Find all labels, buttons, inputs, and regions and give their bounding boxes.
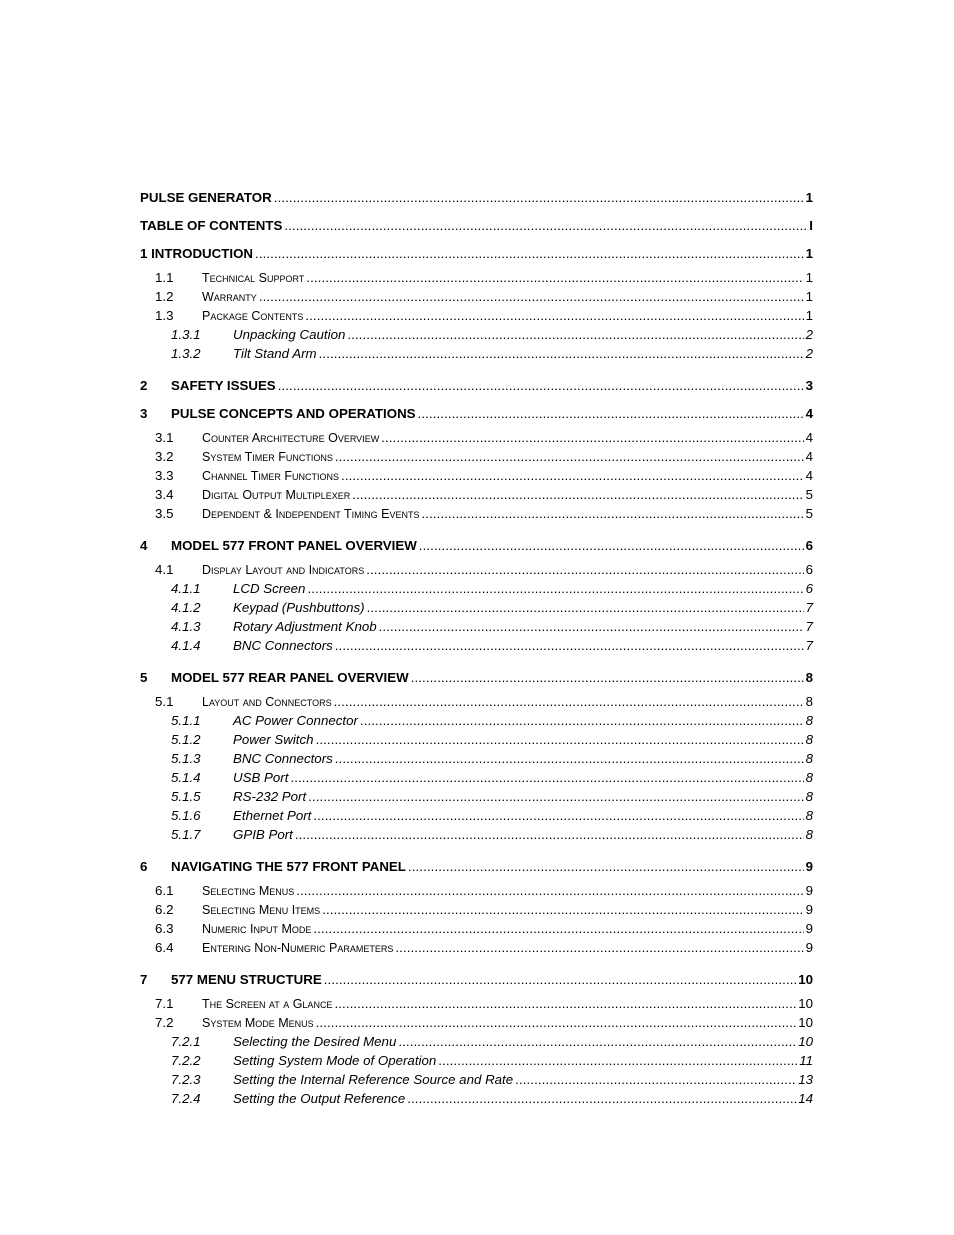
toc-entry[interactable] (140, 466, 813, 485)
toc-entry-title: MODEL 577 FRONT PANEL OVERVIEW (171, 538, 417, 553)
toc-entry-page: 8 (805, 713, 813, 728)
toc-entry-title: System Timer Functions (202, 450, 333, 464)
toc-entry-title: Package Contents (202, 309, 304, 323)
toc-entry-page: 8 (805, 827, 813, 842)
toc-entry[interactable] (140, 1051, 813, 1070)
toc-entry[interactable] (140, 372, 813, 400)
toc-entry-title: USB Port (233, 770, 289, 785)
toc-entry-page: 10 (798, 1015, 813, 1030)
toc-entry-page: I (809, 218, 813, 233)
toc-dot-leader (335, 447, 804, 466)
toc-entry-page: 9 (805, 883, 813, 898)
toc-entry-number: 5.1.1 (171, 713, 201, 728)
toc-dot-leader (381, 428, 803, 447)
toc-entry-title: SAFETY ISSUES (171, 378, 276, 393)
toc-entry-title: BNC Connectors (233, 751, 333, 766)
toc-dot-leader (305, 306, 803, 325)
toc-entry-page: 8 (805, 808, 813, 823)
toc-entry-number: 3.1 (155, 430, 174, 445)
toc-entry[interactable] (140, 768, 813, 787)
toc-entry-page: 4 (805, 449, 813, 464)
toc-entry[interactable] (140, 579, 813, 598)
toc-entry-number: 6 (140, 859, 148, 874)
toc-dot-leader (438, 1051, 797, 1070)
toc-entry-title: Setting the Output Reference (233, 1091, 406, 1106)
toc-dot-leader (341, 466, 804, 485)
toc-entry-page: 1 (805, 308, 813, 323)
toc-entry[interactable] (140, 994, 813, 1013)
toc-entry-page: 4 (805, 468, 813, 483)
toc-dot-leader (296, 881, 803, 900)
toc-entry-title: Layout and Connectors (202, 695, 332, 709)
toc-entry[interactable] (140, 938, 813, 957)
toc-entry-page: 8 (805, 732, 813, 747)
toc-dot-leader (335, 749, 804, 768)
toc-entry-page: 9 (805, 902, 813, 917)
toc-entry-page: 4 (805, 406, 813, 421)
toc-entry-page: 1 (805, 289, 813, 304)
toc-entry[interactable] (140, 1013, 813, 1032)
toc-entry-page: 1 (805, 246, 813, 261)
toc-entry-page: 10 (798, 972, 813, 987)
toc-entry-title: Selecting the Desired Menu (233, 1034, 397, 1049)
toc-dot-leader (259, 287, 804, 306)
toc-entry-number: 7.2 (155, 1015, 174, 1030)
toc-entry-number: 6.2 (155, 902, 174, 917)
toc-dot-leader (352, 485, 803, 504)
toc-dot-leader (515, 1070, 796, 1089)
toc-entry-number: 5.1.7 (171, 827, 201, 842)
toc-entry-number: 4.1 (155, 562, 174, 577)
toc-entry-number: 5.1.5 (171, 789, 201, 804)
toc-entry-number: 4.1.2 (171, 600, 201, 615)
toc-entry[interactable] (140, 184, 813, 212)
toc-entry-number: 2 (140, 378, 148, 393)
toc-entry-number: 7.2.2 (171, 1053, 201, 1068)
toc-entry[interactable] (140, 825, 813, 844)
toc-entry-title: RS-232 Port (233, 789, 307, 804)
toc-entry[interactable] (140, 504, 813, 523)
toc-dot-leader (347, 325, 803, 344)
toc-entry-page: 9 (805, 859, 813, 874)
toc-entry-number: 5 (140, 670, 148, 685)
toc-entry-number: 3.5 (155, 506, 174, 521)
toc-entry[interactable] (140, 598, 813, 617)
toc-entry[interactable] (140, 749, 813, 768)
toc-entry[interactable] (140, 617, 813, 636)
toc-entry[interactable] (140, 325, 813, 344)
toc-entry-page: 3 (805, 378, 813, 393)
toc-entry-page: 8 (805, 670, 813, 685)
toc-entry-title: Power Switch (233, 732, 314, 747)
toc-entry-title: PULSE CONCEPTS AND OPERATIONS (171, 406, 416, 421)
toc-entry[interactable] (140, 400, 813, 428)
toc-entry[interactable] (140, 900, 813, 919)
toc-dot-leader (278, 372, 804, 400)
toc-dot-leader (411, 664, 804, 692)
toc-entry-title: The Screen at a Glance (202, 997, 333, 1011)
toc-entry-number: 7.1 (155, 996, 174, 1011)
toc-entry-title: 1 INTRODUCTION (140, 246, 254, 261)
toc-dot-leader (366, 560, 803, 579)
toc-dot-leader (295, 825, 804, 844)
toc-entry-page: 2 (805, 346, 813, 361)
toc-dot-leader (319, 344, 804, 363)
toc-entry[interactable] (140, 664, 813, 692)
toc-entry-page: 4 (805, 430, 813, 445)
toc-entry[interactable] (140, 344, 813, 363)
toc-entry[interactable] (140, 268, 813, 287)
toc-entry[interactable] (140, 1089, 813, 1108)
toc-entry-title: MODEL 577 REAR PANEL OVERVIEW (171, 670, 409, 685)
toc-entry-page: 10 (798, 1034, 813, 1049)
toc-entry-title: System Mode Menus (202, 1016, 314, 1030)
toc-dot-leader (284, 212, 807, 240)
toc-entry-page: 10 (798, 996, 813, 1011)
toc-dot-leader (322, 900, 803, 919)
toc-entry-page: 14 (798, 1091, 813, 1106)
toc-dot-leader (419, 532, 804, 560)
toc-entry-page: 7 (805, 638, 813, 653)
toc-entry[interactable] (140, 692, 813, 711)
toc-entry-title: PULSE GENERATOR (140, 190, 272, 205)
toc-entry-number: 1.1 (155, 270, 174, 285)
toc-entry-number: 4 (140, 538, 148, 553)
toc-entry-number: 5.1.6 (171, 808, 201, 823)
toc-entry-page: 7 (805, 600, 813, 615)
toc-entry-title: AC Power Connector (233, 713, 358, 728)
toc-entry-title: Entering Non-Numeric Parameters (202, 941, 394, 955)
toc-dot-leader (422, 504, 804, 523)
toc-entry-title: Tilt Stand Arm (233, 346, 317, 361)
toc-entry-number: 7.2.1 (171, 1034, 201, 1049)
toc-entry-page: 8 (805, 694, 813, 709)
toc-entry[interactable] (140, 212, 813, 240)
toc-entry-title: Channel Timer Functions (202, 469, 340, 483)
toc-dot-leader (407, 1089, 796, 1108)
toc-dot-leader (255, 240, 804, 268)
toc-entry-page: 2 (805, 327, 813, 342)
toc-entry-number: 7 (140, 972, 148, 987)
toc-dot-leader (308, 787, 803, 806)
toc-dot-leader (418, 400, 804, 428)
toc-entry-title: Display Layout and Indicators (202, 563, 365, 577)
toc-dot-leader (313, 806, 803, 825)
toc-entry-title: Selecting Menu Items (202, 903, 321, 917)
toc-entry-page: 9 (805, 940, 813, 955)
toc-entry-page: 6 (805, 538, 813, 553)
toc-entry-page: 9 (805, 921, 813, 936)
toc-entry-page: 8 (805, 789, 813, 804)
toc-entry-page: 1 (805, 270, 813, 285)
toc-entry-title: Counter Architecture Overview (202, 431, 380, 445)
toc-entry[interactable] (140, 636, 813, 655)
toc-entry[interactable] (140, 428, 813, 447)
toc-entry[interactable] (140, 532, 813, 560)
toc-entry[interactable] (140, 806, 813, 825)
toc-entry-number: 4.1.3 (171, 619, 201, 634)
toc-dot-leader (398, 1032, 796, 1051)
toc-entry-number: 5.1.4 (171, 770, 201, 785)
toc-dot-leader (306, 268, 803, 287)
toc-entry[interactable] (140, 306, 813, 325)
toc-entry-title: Setting the Internal Reference Source and Rate (233, 1072, 514, 1087)
toc-entry-number: 3 (140, 406, 148, 421)
toc-entry-number: 3.2 (155, 449, 174, 464)
toc-entry-title: NAVIGATING THE 577 FRONT PANEL (171, 859, 406, 874)
toc-dot-leader (395, 938, 803, 957)
table-of-contents (140, 184, 813, 1108)
toc-entry-title: Ethernet Port (233, 808, 312, 823)
toc-entry[interactable] (140, 485, 813, 504)
toc-entry-number: 6.1 (155, 883, 174, 898)
toc-dot-leader (307, 579, 803, 598)
toc-entry-title: BNC Connectors (233, 638, 333, 653)
toc-entry-number: 5.1 (155, 694, 174, 709)
toc-entry-title: GPIB Port (233, 827, 293, 842)
toc-entry[interactable] (140, 287, 813, 306)
toc-dot-leader (335, 636, 804, 655)
toc-entry[interactable] (140, 787, 813, 806)
toc-entry[interactable] (140, 240, 813, 268)
toc-dot-leader (334, 994, 796, 1013)
toc-entry[interactable] (140, 1070, 813, 1089)
toc-entry[interactable] (140, 1032, 813, 1051)
toc-entry-page: 5 (805, 506, 813, 521)
toc-entry-number: 1.3 (155, 308, 174, 323)
toc-entry-number: 1.3.2 (171, 346, 201, 361)
toc-entry-page: 13 (798, 1072, 813, 1087)
toc-dot-leader (316, 730, 804, 749)
toc-dot-leader (324, 966, 796, 994)
toc-dot-leader (334, 692, 804, 711)
toc-dot-leader (360, 711, 804, 730)
toc-entry-number: 4.1.1 (171, 581, 201, 596)
toc-entry-title: TABLE OF CONTENTS (140, 218, 283, 233)
toc-dot-leader (367, 598, 804, 617)
toc-entry-page: 8 (805, 751, 813, 766)
toc-entry-number: 7.2.3 (171, 1072, 201, 1087)
toc-dot-leader (408, 853, 804, 881)
toc-entry[interactable] (140, 560, 813, 579)
toc-entry[interactable] (140, 711, 813, 730)
toc-entry-page: 6 (805, 562, 813, 577)
toc-entry-number: 5.1.2 (171, 732, 201, 747)
toc-entry-page: 5 (805, 487, 813, 502)
toc-entry-title: Digital Output Multiplexer (202, 488, 351, 502)
toc-entry-number: 3.4 (155, 487, 174, 502)
toc-entry-number: 5.1.3 (171, 751, 201, 766)
toc-entry-title: Technical Support (202, 271, 305, 285)
toc-entry-page: 6 (805, 581, 813, 596)
toc-dot-leader (313, 919, 803, 938)
toc-entry-page: 8 (805, 770, 813, 785)
toc-entry-title: Unpacking Caution (233, 327, 346, 342)
toc-entry-number: 6.3 (155, 921, 174, 936)
toc-dot-leader (379, 617, 804, 636)
toc-entry[interactable] (140, 919, 813, 938)
toc-entry-number: 6.4 (155, 940, 174, 955)
toc-entry[interactable] (140, 730, 813, 749)
toc-entry-title: Selecting Menus (202, 884, 295, 898)
toc-entry-title: LCD Screen (233, 581, 306, 596)
toc-entry-title: Rotary Adjustment Knob (233, 619, 377, 634)
toc-entry-page: 1 (805, 190, 813, 205)
toc-entry-title: Setting System Mode of Operation (233, 1053, 437, 1068)
toc-entry-number: 7.2.4 (171, 1091, 201, 1106)
toc-entry-number: 1.3.1 (171, 327, 201, 342)
toc-entry-title: Keypad (Pushbuttons) (233, 600, 365, 615)
toc-entry-page: 11 (799, 1053, 813, 1068)
toc-entry-title: Dependent & Independent Timing Events (202, 507, 420, 521)
toc-entry-number: 1.2 (155, 289, 174, 304)
toc-entry-page: 7 (805, 619, 813, 634)
toc-entry[interactable] (140, 966, 813, 994)
toc-entry-title: 577 MENU STRUCTURE (171, 972, 322, 987)
toc-entry-title: Numeric Input Mode (202, 922, 312, 936)
toc-dot-leader (290, 768, 803, 787)
toc-entry[interactable] (140, 447, 813, 466)
toc-dot-leader (316, 1013, 797, 1032)
toc-entry-title: Warranty (202, 290, 257, 304)
toc-entry-number: 4.1.4 (171, 638, 201, 653)
toc-entry[interactable] (140, 853, 813, 881)
toc-entry[interactable] (140, 881, 813, 900)
toc-dot-leader (274, 184, 804, 212)
toc-entry-number: 3.3 (155, 468, 174, 483)
